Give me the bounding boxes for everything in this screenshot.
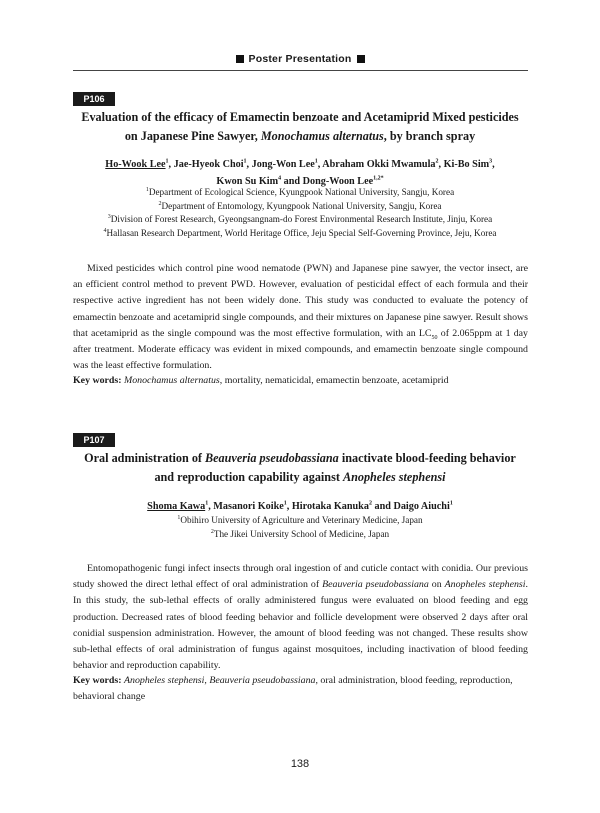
page-number: 138: [290, 758, 310, 770]
author: Jae-Hyeok Choi: [173, 159, 244, 170]
affiliation: $^1$Obihiro University of Agriculture and Veterinary Medicine, Japan: [177, 514, 423, 525]
title-line: and reproduction capability against Anopheles stephensi: [154, 470, 446, 484]
species-name: Beauveria pseudobassiana: [205, 451, 339, 465]
author: Abraham Okki Mwamula: [322, 159, 436, 170]
abstract-paragraph: Entomopathogenic fungi infect insects through oral ingestion of and cuticle contact with conidia. Our previous study showed the direct lethal effect of oral administration of Beauveria pseudobassiana on Anopheles stephensi. In this study, the sub-lethal effects of orally administered fungus were evaluated on blood feeding and egg production. Decreased rates of blood feeding behavior and follicle development were observed 2 days after oral conidial suspension administration. However, the amount of blood feeding was not changed. These results show sub-lethal effects of oral administration of fungus against mosquitoes, including inactivation of blood feeding behavior and reproduction capability.: [73, 563, 528, 672]
presenting-author: Shoma Kawa: [147, 501, 206, 512]
abstract-title: [60, 108, 540, 146]
author: Dong-Woon Lee: [302, 176, 374, 187]
author: Kwon Su Kim: [216, 176, 279, 187]
author-list: Ho-Wook Lee$^1$, Jae-Hyeok Choi$^1$, Jong-Won Lee$^1$, Abraham Okki Mwamula$^2$, Ki-Bo Sim$^3$, Kwon Su Kim$^4$ and Dong-Woon Lee$^{1,2*}$: [105, 158, 495, 187]
affiliation: $^4$Hallasan Research Department, World Heritage Office, Jeju Special Self-Governing Province, Jeju, Korea: [103, 227, 497, 238]
poster-id-badge: P107: [73, 433, 115, 447]
keywords-label: Key words:: [73, 375, 122, 386]
species-name: Anopheles stephensi: [342, 470, 446, 484]
author: Daigo Aiuchi: [393, 501, 450, 512]
affiliation: $^1$Department of Ecological Science, Kyungpook National University, Sangju, Korea: [145, 186, 455, 197]
keywords: Key words: Anopheles stephensi, Beauveria pseudobassiana, oral administration, blood feeding, reproduction, behavioral change: [73, 675, 513, 703]
affiliation-list: [60, 186, 540, 240]
affiliation: $^2$Department of Entomology, Kyungpook National University, Sangju, Korea: [158, 200, 442, 211]
abstract-paragraph: Mixed pesticides which control pine wood nematode (PWN) and Japanese pine sawyer, the vector insect, are an efficient control method to prevent PWD. However, evaluation of pesticidal effect of each formula and their respective active ingredient has not been widely done. This study was conducted to evaluate the potency of emamectin benzoate and acetamiprid single compounds, and their mixtures on Japanese pine sawyer. Result shows that acetamiprid as the single compound was the most effective formulation, with an $LC_{50}$ of 2.065ppm at 1 day after treatment. Moderate efficacy was evident in mixed compounds, and emamectin benzoate single compound was the least effective formulation.: [73, 263, 528, 372]
keywords-label: Key words:: [73, 675, 122, 686]
author: Masanori Koike: [213, 501, 284, 512]
square-bullet-icon: [357, 55, 365, 63]
title-line: Oral administration of Beauveria pseudobassiana inactivate blood-feeding behavior: [84, 451, 516, 465]
section-header-label: Poster Presentation: [248, 53, 352, 65]
abstract-title: [60, 449, 540, 487]
presenting-author: Ho-Wook Lee: [105, 159, 166, 170]
keywords: Key words: Monochamus alternatus, mortality, nematicidal, emamectin benzoate, acetamiprid: [73, 375, 449, 386]
species-name: Monochamus alternatus: [260, 129, 384, 143]
author: Jong-Won Lee: [251, 159, 315, 170]
title-line: Evaluation of the efficacy of Emamectin benzoate and Acetamiprid Mixed pesticides: [81, 110, 519, 124]
affiliation-list: [60, 514, 540, 541]
header-rule: [73, 70, 528, 71]
author-list: Shoma Kawa$^1$, Masanori Koike$^1$, Hirotaka Kanuka$^2$ and Daigo Aiuchi$^1$: [147, 500, 453, 512]
poster-id-badge: P106: [73, 92, 115, 106]
affiliation: $^2$The Jikei University School of Medicine, Japan: [210, 528, 390, 539]
section-header: [0, 53, 600, 65]
title-line: on Japanese Pine Sawyer, Monochamus alternatus, by branch spray: [124, 129, 476, 143]
square-bullet-icon: [236, 55, 244, 63]
author: Hirotaka Kanuka: [291, 501, 369, 512]
abstract-body: [73, 261, 528, 374]
affiliation: $^3$Division of Forest Research, Gyeongsangnam-do Forest Environmental Research Institute, Jinju, Korea: [107, 213, 493, 224]
author: Ki-Bo Sim: [443, 159, 490, 170]
abstract-body: [73, 561, 528, 674]
